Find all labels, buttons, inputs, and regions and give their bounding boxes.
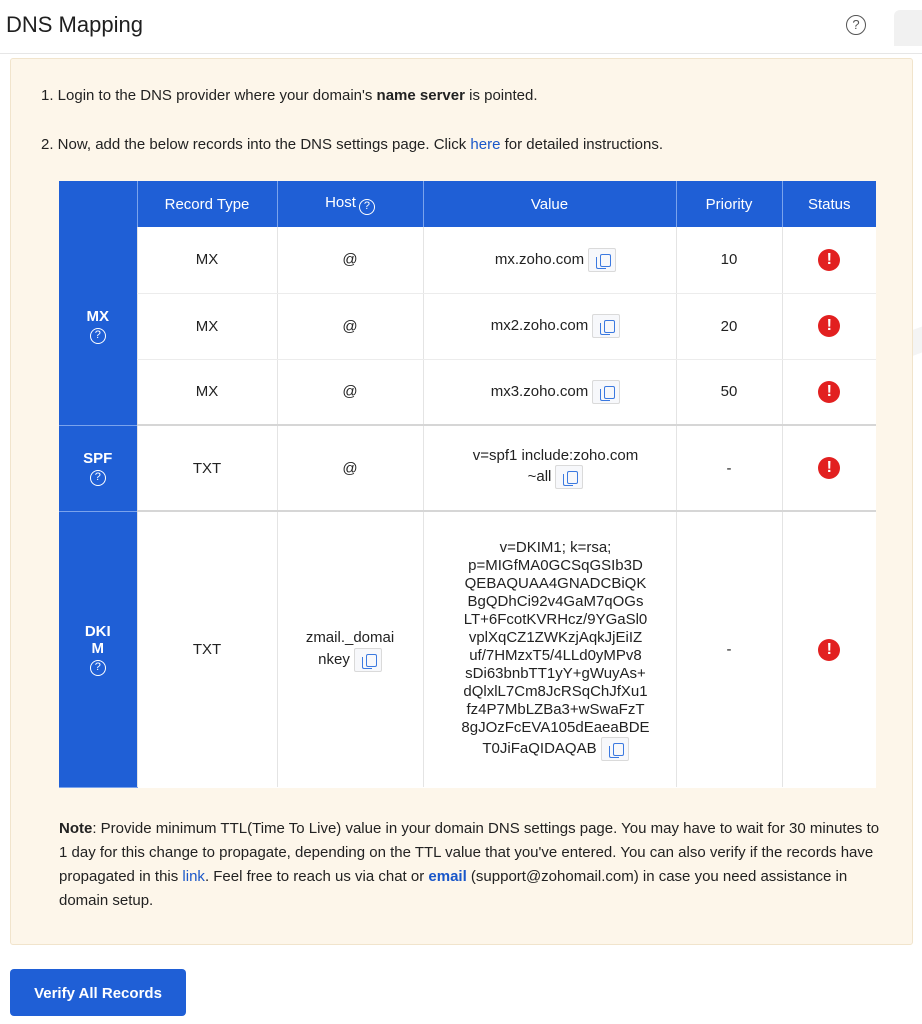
error-icon[interactable]: ! [818,381,840,403]
status [782,511,876,787]
status [782,359,876,425]
header-record-type: Record Type [137,181,277,227]
priority: - [676,511,782,787]
copy-icon[interactable] [592,314,620,338]
help-icon[interactable]: ? [846,15,866,35]
mx-help-icon[interactable]: ? [90,328,106,344]
side-panel-edge [894,10,922,46]
error-icon[interactable]: ! [818,639,840,661]
table-row [59,425,876,511]
status [782,293,876,359]
table-row [59,293,876,359]
record-type: MX [137,359,277,425]
group-dkim: DKI M ? [59,511,137,787]
value: mx3.zoho.com [423,359,676,425]
step-2-text: 2. Now, add the below records into the DNS settings page. Click here for detailed instructions. [41,136,664,153]
error-icon[interactable]: ! [818,457,840,479]
copy-icon[interactable] [601,737,629,761]
status [782,425,876,511]
record-type: MX [137,227,277,293]
table-row [59,227,876,293]
header-status: Status [782,181,876,227]
error-icon[interactable]: ! [818,315,840,337]
value: mx2.zoho.com [423,293,676,359]
priority: 10 [676,227,782,293]
table-header-row [59,181,876,227]
priority: 20 [676,293,782,359]
copy-icon[interactable] [354,648,382,672]
page-title: DNS Mapping [6,12,143,37]
propagation-link[interactable]: link [182,868,205,885]
header-priority: Priority [676,181,782,227]
group-mx: MX ? [59,227,137,425]
record-type: TXT [137,511,277,787]
note-text: Note: Provide minimum TTL(Time To Live) value in your domain DNS settings page. You may have to wait for 30 minutes to 1 day for this change to propagate, depending on the TTL value that you've entered. You can also verify if the records have propagated in this link. Feel free to reach us via chat or email (support@zohomail.com) in case you need assistance in domain setup. [59,820,880,909]
header-group [59,181,137,227]
host: @ [277,425,423,511]
record-type: MX [137,293,277,359]
email-link[interactable]: email [428,868,467,885]
record-type: TXT [137,425,277,511]
table-row [59,511,876,787]
instructions-link[interactable]: here [470,136,501,153]
copy-icon[interactable] [592,380,620,404]
group-spf: SPF ? [59,425,137,511]
copy-icon[interactable] [588,248,616,272]
dns-records-table [59,181,876,788]
status [782,227,876,293]
host: @ [277,293,423,359]
host: zmail._domai nkey [277,511,423,787]
value: mx.zoho.com [423,227,676,293]
host-help-icon[interactable]: ? [359,199,375,215]
host: @ [277,359,423,425]
error-icon[interactable]: ! [818,249,840,271]
spf-help-icon[interactable]: ? [90,470,106,486]
page-header [0,0,922,54]
copy-icon[interactable] [555,465,583,489]
verify-all-records-button[interactable]: Verify All Records [10,969,186,1016]
step-1-text: 1. Login to the DNS provider where your domain's name server is pointed. [41,87,538,104]
value: v=DKIM1; k=rsa; p=MIGfMA0GCSqGSIb3D QEBAQUAA4GNADCBiQK BgQDhCi92v4GaM7qOGs LT+6FcotKVRHcz/9YGaSl0 vplXqCZ1ZWKzjAqkJjEiIZ uf/7HMzxT5/4LLd0yMPv8 sDi63bnbTT1yY+gWuyAs+ dQlxlL7Cm8JcRSqChJfXu1 fz4P7MbLZBa3+wSwaFzT 8gJOzFcEVA105dEaeaBDE T0JiFaQIDAQAB [423,511,676,787]
table-row [59,359,876,425]
priority: 50 [676,359,782,425]
instructions-panel [10,58,913,945]
value: v=spf1 include:zoho.com ~all [423,425,676,511]
priority: - [676,425,782,511]
header-value: Value [423,181,676,227]
header-host: Host ? [277,181,423,227]
dkim-help-icon[interactable]: ? [90,660,106,676]
host: @ [277,227,423,293]
